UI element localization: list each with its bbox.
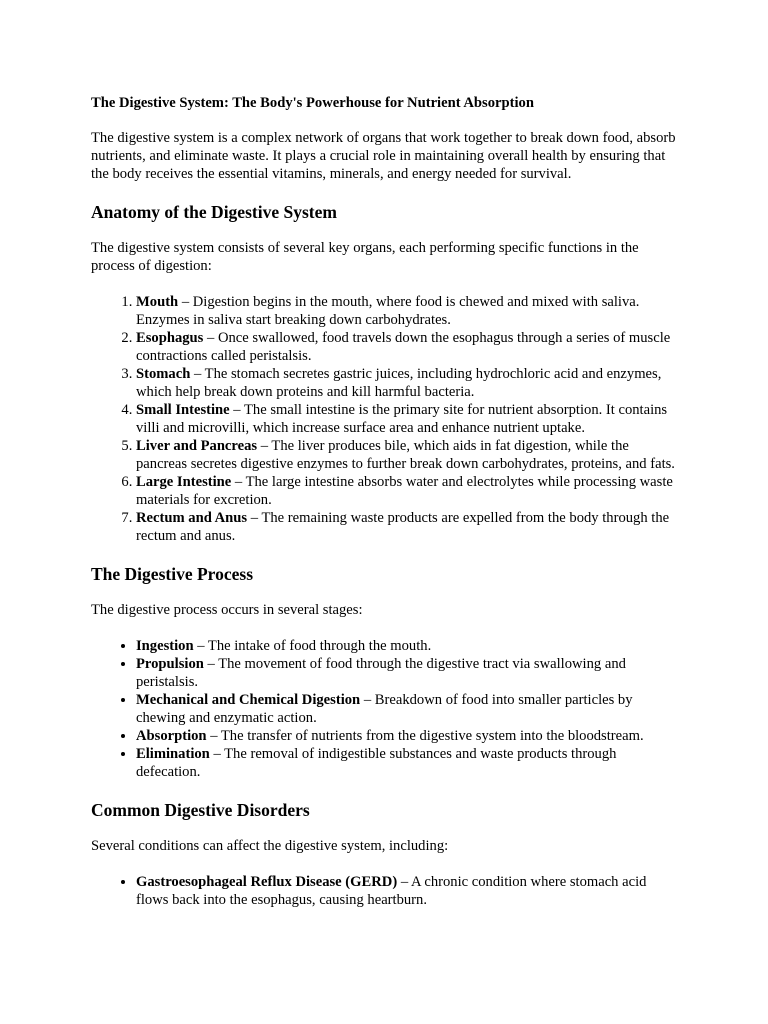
list-item-term: Mouth: [136, 294, 179, 310]
list-item-term: Large Intestine: [136, 474, 232, 490]
list-item-term: Propulsion: [136, 656, 204, 672]
list-item: [136, 401, 681, 437]
list-item-term: Small Intestine: [136, 402, 230, 418]
list-item-text: – The stomach secretes gastric juices, including hydrochloric acid and enzymes, which help break down proteins and kill harmful bacteria.: [136, 366, 662, 400]
list-item: [136, 727, 681, 745]
anatomy-list: [91, 293, 681, 545]
list-item-text: – Breakdown of food into smaller particles by chewing and enzymatic action.: [136, 692, 633, 726]
list-item: [136, 329, 681, 365]
disorders-heading: Common Digestive Disorders: [91, 800, 310, 820]
disorders-list: [91, 873, 681, 909]
list-item-text: – The remaining waste products are expelled from the body through the rectum and anus.: [136, 510, 670, 544]
list-item: [136, 509, 681, 545]
process-heading: The Digestive Process: [91, 564, 254, 584]
list-item-term: Ingestion: [136, 638, 194, 654]
list-item-text: – The intake of food through the mouth.: [193, 638, 432, 654]
list-item-text: – The removal of indigestible substances and waste products through defecation.: [136, 746, 617, 780]
anatomy-heading: Anatomy of the Digestive System: [91, 202, 337, 222]
list-item-text: – Once swallowed, food travels down the esophagus through a series of muscle contractions called peristalsis.: [136, 330, 671, 364]
list-item: [136, 655, 681, 691]
list-item-term: Stomach: [136, 366, 191, 382]
list-item: [136, 691, 681, 727]
list-item-text: – The movement of food through the digestive tract via swallowing and peristalsis.: [136, 656, 626, 690]
list-item: [136, 293, 681, 329]
list-item-text: – The transfer of nutrients from the digestive system into the bloodstream.: [206, 728, 644, 744]
list-item-term: Rectum and Anus: [136, 510, 248, 526]
process-list: [91, 637, 681, 781]
intro-paragraph: The digestive system is a complex network of organs that work together to break down food, absorb nutrients, and eliminate waste. It plays a crucial role in maintaining overall health by ensuring that the body receives the essential vitamins, minerals, and energy needed for survival.: [91, 130, 676, 182]
list-item-term: Gastroesophageal Reflux Disease (GERD): [136, 874, 398, 890]
process-intro: The digestive process occurs in several stages:: [91, 602, 363, 618]
list-item-text: – The large intestine absorbs water and electrolytes while processing waste materials for excretion.: [136, 474, 673, 508]
list-item-term: Liver and Pancreas: [136, 438, 258, 454]
list-item-text: – The liver produces bile, which aids in fat digestion, while the pancreas secretes digestive enzymes to further break down carbohydrates, proteins, and fats.: [136, 438, 675, 472]
list-item-text: – The small intestine is the primary site for nutrient absorption. It contains villi and microvilli, which increase surface area and enhance nutrient uptake.: [136, 402, 668, 436]
anatomy-intro: The digestive system consists of several key organs, each performing specific functions in the process of digestion:: [91, 240, 639, 274]
list-item: [136, 365, 681, 401]
list-item-text: – Digestion begins in the mouth, where food is chewed and mixed with saliva. Enzymes in saliva start breaking down carbohydrates.: [136, 294, 640, 328]
list-item: [136, 473, 681, 509]
list-item-term: Absorption: [136, 728, 207, 744]
disorders-intro: Several conditions can affect the digestive system, including:: [91, 838, 449, 854]
list-item: [136, 873, 681, 909]
list-item-term: Esophagus: [136, 330, 204, 346]
list-item-term: Mechanical and Chemical Digestion: [136, 692, 361, 708]
list-item: [136, 637, 681, 655]
list-item: [136, 437, 681, 473]
list-item-term: Elimination: [136, 746, 210, 762]
document-title: The Digestive System: The Body's Powerhouse for Nutrient Absorption: [91, 95, 534, 111]
document-page: [91, 94, 681, 927]
list-item-text: – A chronic condition where stomach acid flows back into the esophagus, causing heartburn.: [136, 874, 647, 908]
list-item: [136, 745, 681, 781]
